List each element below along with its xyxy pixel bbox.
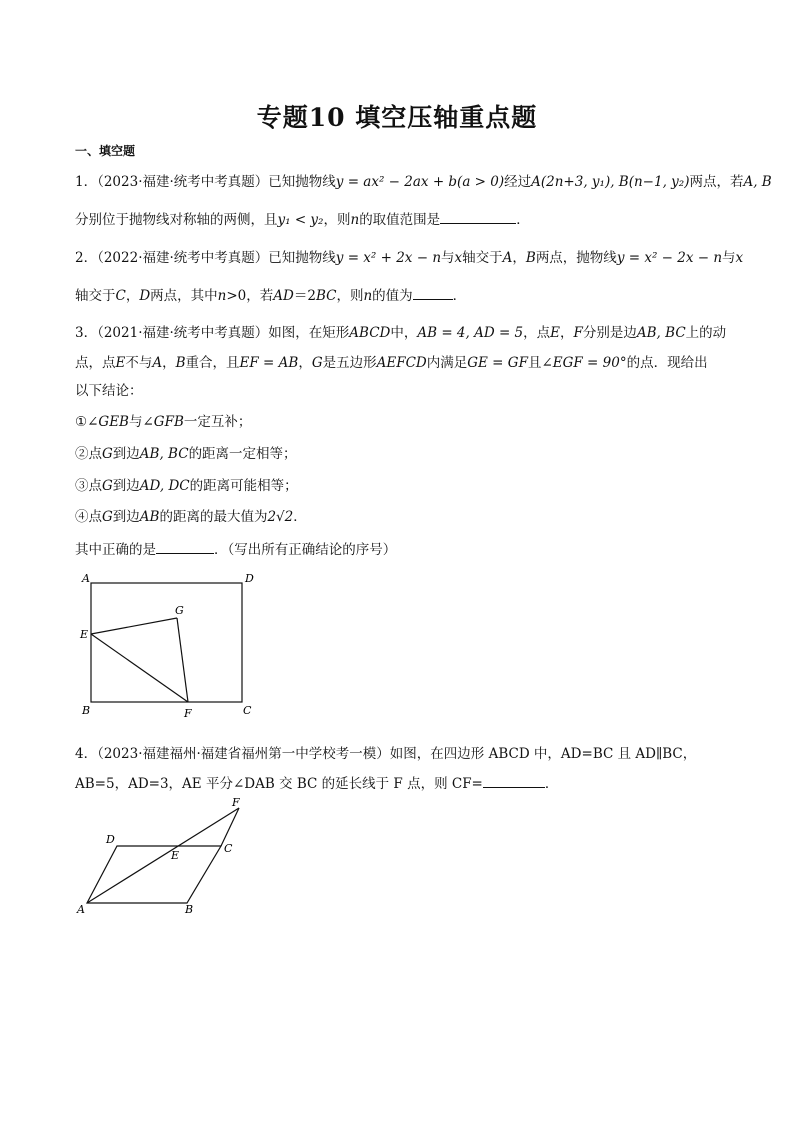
label-a: A <box>82 572 90 585</box>
q3-text: 是五边形 <box>322 355 377 371</box>
q3-conclusion-2 <box>75 442 297 462</box>
q3-formula: 2√2 <box>267 509 294 525</box>
q2-text: >0，若 <box>226 288 274 304</box>
q3-text: 的点．现给出 <box>626 355 708 371</box>
q2-text: ， <box>125 288 140 304</box>
parallelogram-abcd <box>87 846 221 903</box>
q2-text: ． <box>452 288 467 304</box>
q2-formula: y = x² − 2x − n <box>616 250 723 266</box>
q2-text: 轴交于 <box>75 288 116 304</box>
q2-formula: B <box>525 250 536 266</box>
q3-formula: AD, DC <box>139 478 190 494</box>
q2-formula: A <box>502 250 513 266</box>
q2-text: 2．（2022·福建·统考中考真题）已知抛物线 <box>75 250 336 266</box>
q3-text: ．（写出所有正确结论的序号） <box>214 542 397 558</box>
q1-text: 的取值范围是 <box>359 212 441 228</box>
q4-figure <box>70 795 260 920</box>
label-b: B <box>185 903 194 916</box>
q1-text: 分别位于抛物线对称轴的两侧，且 <box>75 212 278 228</box>
q3-text: 的距离一定相等； <box>188 446 297 462</box>
q1-formula-n: n <box>350 212 360 228</box>
label-e: E <box>171 849 180 862</box>
q2-text: ， <box>512 250 526 266</box>
q4-text: AB=5，AD=3，AE 平分∠DAB 交 BC 的延长线于 F 点，则 CF= <box>75 776 483 792</box>
label-d: D <box>245 572 254 585</box>
q3-formula: ABCD <box>349 325 391 341</box>
q3-formula: F <box>573 325 583 341</box>
q1-answer-blank[interactable] <box>440 223 516 224</box>
label-f: F <box>184 707 192 720</box>
q2-formula: n <box>363 288 373 304</box>
q4-line-1: 4．（2023·福建福州·福建省福州第一中学校考一模）如图，在四边形 ABCD 中，AD=BC 且 AD∥BC， <box>75 746 697 762</box>
q2-text: 与 <box>722 250 736 266</box>
q2-formula: x <box>735 250 744 266</box>
q1-formula-ineq: y₁ < y₂ <box>277 212 324 228</box>
q2-formula: BC <box>315 288 337 304</box>
q1-formula-points: A(2n+3, y₁), B(n−1, y₂) <box>531 174 690 190</box>
q3-line-1 <box>75 321 726 341</box>
q3-formula: ∠EGF = 90° <box>541 355 627 371</box>
q3-formula: ∠GFB <box>142 414 184 430</box>
q3-formula: AEFCD <box>376 355 427 371</box>
q2-text: 轴交于 <box>462 250 503 266</box>
q3-text: 与 <box>128 414 143 430</box>
q3-text: ③点 <box>75 478 102 494</box>
label-g: G <box>175 604 184 617</box>
q3-formula: ∠GEB <box>87 414 129 430</box>
q3-conclusion-1 <box>75 410 251 430</box>
label-b: B <box>82 704 91 717</box>
segment-ef <box>91 634 188 702</box>
q1-text: ． <box>516 212 530 228</box>
label-a: A <box>77 903 85 916</box>
q4-text: ． <box>544 776 559 792</box>
q3-formula: AB, BC <box>636 325 686 341</box>
q3-figure <box>70 566 270 726</box>
q3-answer-blank[interactable] <box>156 553 214 554</box>
q2-text: 与 <box>441 250 455 266</box>
q3-text: ②点 <box>75 446 102 462</box>
q3-formula: G <box>102 509 113 525</box>
q3-formula: EF = AB <box>239 355 299 371</box>
rectangle-abcd <box>91 583 242 702</box>
q3-text: 到边 <box>112 509 140 525</box>
q3-formula: G <box>102 446 113 462</box>
q2-formula: AD <box>273 288 294 304</box>
q1-line-2 <box>75 208 530 228</box>
q1-formula-ab: A, B <box>743 174 772 190</box>
label-f: F <box>232 796 240 809</box>
q3-conclusion-3 <box>75 474 298 494</box>
q3-text: 重合，且 <box>185 355 240 371</box>
q3-line-2 <box>75 351 708 371</box>
q3-text: ④点 <box>75 509 102 525</box>
q2-line-2 <box>75 284 466 304</box>
q2-line-1 <box>75 246 743 266</box>
q3-formula: A <box>152 355 163 371</box>
label-e: E <box>80 628 89 641</box>
q3-line-8 <box>75 538 396 558</box>
q2-text: 两点，其中 <box>150 288 218 304</box>
q2-answer-blank[interactable] <box>413 299 453 300</box>
q3-formula: GE = GF <box>467 355 528 371</box>
q3-text: 中， <box>390 325 418 341</box>
q2-formula: C <box>115 288 126 304</box>
q3-text: 分别是边 <box>582 325 637 341</box>
q3-text: 3．（2021·福建·统考中考真题）如图，在矩形 <box>75 325 350 341</box>
q2-formula: y = x² + 2x − n <box>335 250 442 266</box>
q3-text: 点，点 <box>75 355 116 371</box>
q1-formula-parabola: y = ax² − 2ax + b(a > 0) <box>335 174 505 190</box>
q3-text: 的距离的最大值为 <box>159 509 268 525</box>
q3-text: ① <box>75 414 88 430</box>
label-c: C <box>243 704 252 717</box>
segment-eg <box>91 618 177 634</box>
segment-af <box>87 808 239 903</box>
label-c: C <box>224 842 233 855</box>
q3-text: 一定互补； <box>183 414 252 430</box>
q3-text: 不与 <box>125 355 153 371</box>
q3-text: 到边 <box>112 478 140 494</box>
q3-formula: G <box>311 355 323 371</box>
q3-formula: AB <box>139 509 160 525</box>
q2-text: ＝2 <box>293 288 316 304</box>
q3-text: ， <box>298 355 312 371</box>
q3-text: 到边 <box>112 446 140 462</box>
q1-text: 两点，若 <box>689 174 744 190</box>
q4-answer-blank[interactable] <box>483 787 545 788</box>
q3-text: 内满足 <box>426 355 468 371</box>
q3-line-3: 以下结论： <box>75 383 143 399</box>
q1-text: 经过 <box>504 174 532 190</box>
q3-formula: B <box>175 355 186 371</box>
q2-formula: x <box>454 250 463 266</box>
q2-formula: n <box>217 288 227 304</box>
q1-line-1 <box>75 170 772 190</box>
q4-line-2 <box>75 772 558 792</box>
q2-formula: D <box>139 288 151 304</box>
section-heading: 一、填空题 <box>75 144 136 158</box>
label-d: D <box>106 833 115 846</box>
q3-formula: AB = 4, AD = 5 <box>417 325 524 341</box>
q2-text: 两点，抛物线 <box>535 250 617 266</box>
q3-text: 的距离可能相等； <box>189 478 298 494</box>
q3-conclusion-4 <box>75 505 307 525</box>
q1-text: 1．（2023·福建·统考中考真题）已知抛物线 <box>75 174 336 190</box>
q3-formula: AB, BC <box>139 446 189 462</box>
q3-text: 其中正确的是 <box>75 542 156 558</box>
q3-text: 上的动 <box>685 325 727 341</box>
page-title: 专题10 填空压轴重点题 <box>256 103 538 132</box>
q3-formula: G <box>102 478 113 494</box>
q2-text: 的值为 <box>372 288 413 304</box>
q3-text: 且 <box>527 355 542 371</box>
q3-formula: E <box>115 355 126 371</box>
q2-text: ，则 <box>336 288 364 304</box>
q3-formula: E <box>550 325 561 341</box>
q3-text: ． <box>293 509 307 525</box>
segment-gf <box>177 618 188 702</box>
q3-text: ， <box>560 325 574 341</box>
q3-text: ，点 <box>523 325 551 341</box>
q3-text: ， <box>162 355 176 371</box>
q1-text: ，则 <box>323 212 351 228</box>
